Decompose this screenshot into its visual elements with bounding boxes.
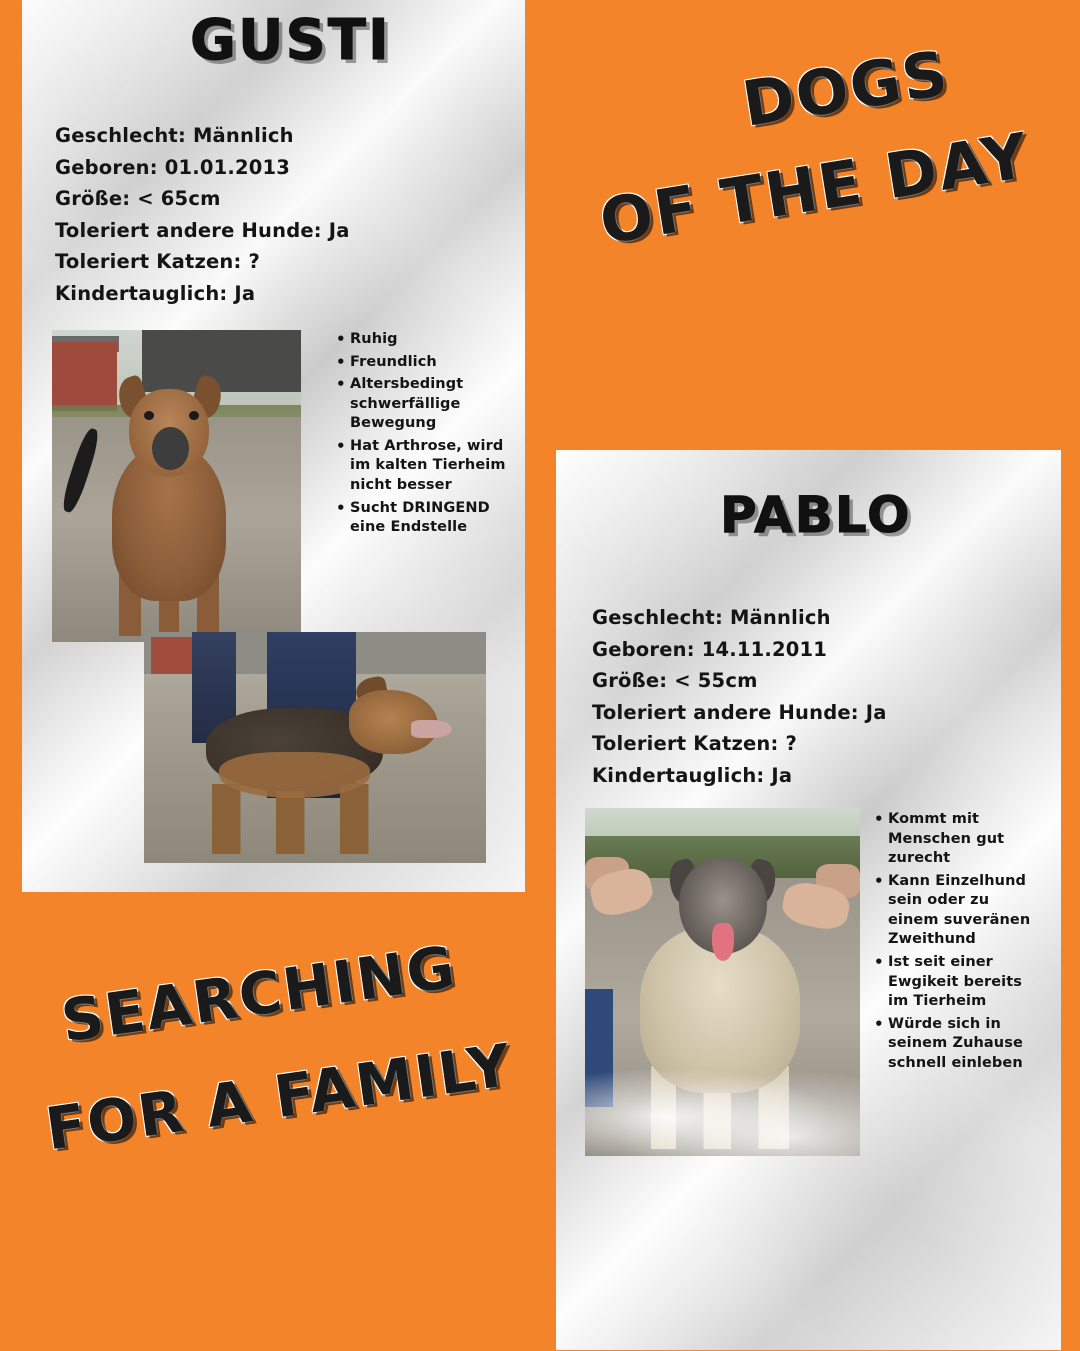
list-item: • Kann Einzelhund sein oder zu einem suveränen Zweithund [888,872,1040,950]
list-item: • Würde sich in seinem Zuhause schnell einleben [888,1015,1040,1074]
pablo-info-list [592,602,887,791]
list-item: • Ruhig [350,330,514,350]
pablo-info-size: Größe: < 55cm [592,669,758,693]
list-item: • Ist seit einer Ewgikeit bereits im Tierheim [888,953,1040,1012]
searching-line1: SEARCHING [57,932,461,1056]
pablo-info-children: Kindertauglich: Ja [592,763,793,787]
gusti-info-cats: Toleriert Katzen: ? [55,250,261,274]
list-item: • Kommt mit Menschen gut zurecht [888,810,1040,869]
photo-pablo-front [585,808,860,1156]
pablo-info-cats: Toleriert Katzen: ? [592,732,798,756]
gusti-title: GUSTI [190,8,391,73]
gusti-info-gender: Geschlecht: Männlich [55,124,294,147]
searching-line2: FOR A FAMILY [41,1030,517,1164]
gusti-info-born: Geboren: 01.01.2013 [55,155,291,179]
list-item: • Sucht DRINGEND eine Endstelle [350,499,514,538]
list-item: • Freundlich [350,353,514,373]
pablo-info-born: Geboren: 14.11.2011 [592,637,828,661]
dogs-of-the-day-line2: OF THE DAY [594,118,1035,259]
pablo-bullets [872,810,1040,1076]
gusti-info-list [55,120,350,309]
photo-gusti-front [52,330,301,642]
list-item: • Altersbedingt schwerfällige Bewegung [350,375,514,434]
gusti-bullets [334,330,514,541]
pablo-info-gender: Geschlecht: Männlich [592,606,831,629]
photo-gusti-side [144,632,486,863]
gusti-info-size: Größe: < 65cm [55,187,221,211]
gusti-info-dogs: Toleriert andere Hunde: Ja [55,218,350,242]
pablo-title: PABLO [720,486,912,544]
pablo-info-dogs: Toleriert andere Hunde: Ja [592,700,887,724]
gusti-info-children: Kindertauglich: Ja [55,281,256,305]
dogs-of-the-day-line1: DOGS [737,36,955,141]
list-item: • Hat Arthrose, wird im kalten Tierheim nicht besser [350,437,514,496]
